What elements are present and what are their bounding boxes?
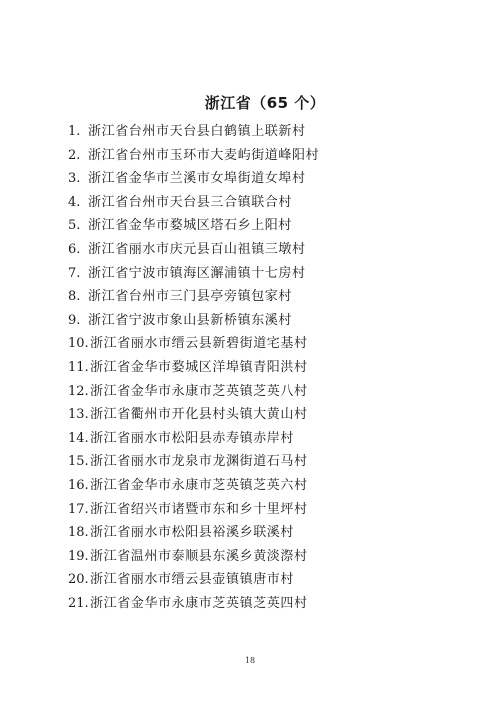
list-item bbox=[68, 238, 319, 262]
item-number: 5. bbox=[68, 218, 81, 234]
item-text: 浙江省丽水市龙泉市龙渊街道石马村 bbox=[90, 454, 308, 470]
list-item bbox=[68, 521, 319, 545]
page-number: 18 bbox=[244, 656, 256, 665]
list-item bbox=[68, 498, 319, 522]
item-number: 18. bbox=[68, 525, 89, 541]
list-item bbox=[68, 545, 319, 569]
item-text: 浙江省宁波市镇海区澥浦镇十七房村 bbox=[88, 265, 306, 281]
item-text: 浙江省台州市三门县亭旁镇包家村 bbox=[88, 289, 293, 305]
list-item bbox=[68, 191, 319, 215]
list-item bbox=[68, 120, 319, 144]
item-number: 15. bbox=[68, 454, 89, 470]
list-item bbox=[68, 285, 319, 309]
list-item bbox=[68, 167, 319, 191]
list-item bbox=[68, 474, 319, 498]
item-number: 6. bbox=[68, 241, 81, 257]
item-text: 浙江省宁波市象山县新桥镇东溪村 bbox=[88, 312, 293, 328]
village-list bbox=[68, 120, 319, 615]
item-text: 浙江省丽水市缙云县壶镇镇唐市村 bbox=[90, 572, 295, 588]
item-text: 浙江省绍兴市诸暨市东和乡十里坪村 bbox=[90, 501, 308, 517]
item-text: 浙江省温州市泰顺县东溪乡黄淡漈村 bbox=[90, 548, 308, 564]
item-number: 17. bbox=[68, 501, 89, 517]
item-text: 浙江省台州市天台县三合镇联合村 bbox=[88, 194, 293, 210]
list-item bbox=[68, 380, 319, 404]
item-text: 浙江省金华市婺城区塔石乡上阳村 bbox=[88, 218, 293, 234]
item-number: 13. bbox=[68, 407, 89, 423]
item-number: 9. bbox=[68, 312, 81, 328]
item-number: 11. bbox=[68, 359, 89, 375]
item-number: 21. bbox=[68, 595, 89, 611]
item-text: 浙江省丽水市缙云县新碧街道宅基村 bbox=[90, 336, 308, 352]
item-text: 浙江省丽水市庆元县百山祖镇三墩村 bbox=[88, 241, 306, 257]
item-number: 4. bbox=[68, 194, 81, 210]
item-number: 14. bbox=[68, 430, 89, 446]
list-item bbox=[68, 403, 319, 427]
item-text: 浙江省台州市天台县白鹤镇上联新村 bbox=[88, 124, 306, 139]
list-item bbox=[68, 427, 319, 451]
section-title: 浙江省（65 个） bbox=[204, 94, 326, 112]
item-text: 浙江省金华市永康市芝英镇芝英八村 bbox=[90, 383, 308, 399]
list-item bbox=[68, 356, 319, 380]
item-number: 1. bbox=[68, 124, 81, 139]
list-item bbox=[68, 214, 319, 238]
item-number: 10. bbox=[68, 336, 89, 352]
item-text: 浙江省丽水市松阳县赤寿镇赤岸村 bbox=[90, 430, 295, 446]
item-number: 7. bbox=[68, 265, 81, 281]
item-text: 浙江省台州市玉环市大麦屿街道峰阳村 bbox=[88, 147, 320, 163]
list-item bbox=[68, 262, 319, 286]
item-text: 浙江省金华市永康市芝英镇芝英六村 bbox=[90, 477, 308, 493]
item-number: 16. bbox=[68, 477, 89, 493]
item-number: 19. bbox=[68, 548, 89, 564]
list-item bbox=[68, 592, 319, 616]
item-text: 浙江省金华市永康市芝英镇芝英四村 bbox=[90, 595, 308, 611]
item-text: 浙江省丽水市松阳县裕溪乡联溪村 bbox=[90, 525, 295, 541]
list-item bbox=[68, 309, 319, 333]
list-item bbox=[68, 144, 319, 168]
item-text: 浙江省金华市兰溪市女埠街道女埠村 bbox=[88, 171, 306, 187]
item-text: 浙江省衢州市开化县村头镇大黄山村 bbox=[90, 407, 308, 423]
list-item bbox=[68, 332, 319, 356]
item-number: 8. bbox=[68, 289, 81, 305]
list-item bbox=[68, 568, 319, 592]
item-number: 3. bbox=[68, 171, 81, 187]
item-number: 12. bbox=[68, 383, 89, 399]
item-number: 20. bbox=[68, 572, 89, 588]
item-number: 2. bbox=[68, 147, 81, 163]
item-text: 浙江省金华市婺城区洋埠镇青阳洪村 bbox=[90, 359, 308, 375]
list-item bbox=[68, 450, 319, 474]
